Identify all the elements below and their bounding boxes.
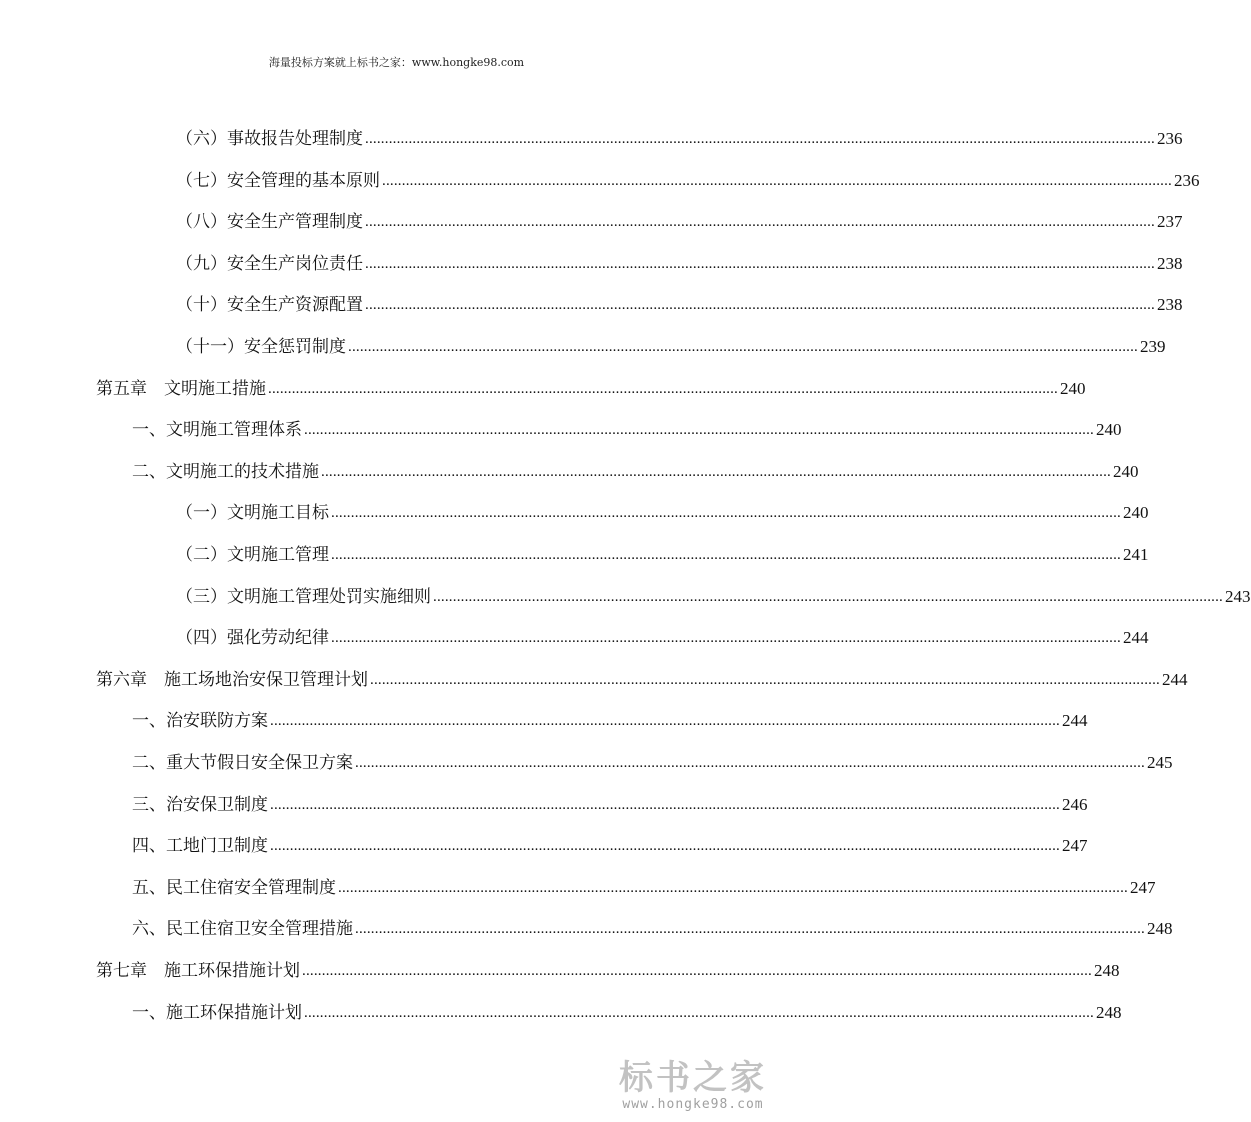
toc-entry xyxy=(0,701,1088,732)
toc-entry-title: 二、文明施工的技术措施 xyxy=(132,461,319,482)
toc-entry xyxy=(0,285,1183,316)
toc-entry-page: 239 xyxy=(1140,337,1166,356)
toc-entry-title: （十一）安全惩罚制度 xyxy=(176,337,346,357)
toc-entry-title: （十）安全生产资源配置 xyxy=(176,295,363,316)
toc-dot-leader: ........................................................................................................................................................................................................ xyxy=(382,172,1172,189)
toc-entry-title: （四）强化劳动纪律 xyxy=(176,628,329,649)
toc-dot-leader: ........................................................................................................................................................................................................ xyxy=(365,214,1155,231)
toc-dot-leader: ........................................................................................................................................................................................................ xyxy=(331,547,1121,563)
toc-entry-page: 246 xyxy=(1062,794,1088,814)
toc-entry-page: 244 xyxy=(1062,711,1088,731)
toc-entry xyxy=(0,909,1173,940)
toc-entry-title: （八）安全生产管理制度 xyxy=(176,212,363,233)
toc-dot-leader: ........................................................................................................................................................................................................ xyxy=(321,463,1111,480)
toc-dot-leader: ........................................................................................................................................................................................................ xyxy=(302,963,1092,979)
toc-entry xyxy=(0,868,1156,898)
toc-dot-leader: ........................................................................................................................................................................................................ xyxy=(304,1004,1094,1021)
toc-entry-title: 二、重大节假日安全保卫方案 xyxy=(132,753,353,773)
toc-entry-page: 241 xyxy=(1123,545,1149,564)
toc-entry-title: （九）安全生产岗位责任 xyxy=(176,253,363,274)
toc-entry-page: 248 xyxy=(1094,961,1120,980)
toc-entry-title: （二）文明施工管理 xyxy=(176,545,329,565)
toc-entry-page: 236 xyxy=(1174,170,1200,190)
toc-dot-leader: ........................................................................................................................................................................................................ xyxy=(304,422,1094,439)
toc-entry-title: 四、工地门卫制度 xyxy=(132,836,268,857)
toc-dot-leader: ........................................................................................................................................................................................................ xyxy=(355,921,1145,938)
toc-entry-title: 五、民工住宿安全管理制度 xyxy=(132,877,336,898)
toc-entry xyxy=(0,577,1251,607)
toc-entry-title: 三、治安保卫制度 xyxy=(132,794,268,815)
watermark-logo xyxy=(613,1059,773,1112)
toc-entry-page: 248 xyxy=(1147,919,1173,939)
toc-entry-page: 238 xyxy=(1157,295,1183,315)
toc-dot-leader: ........................................................................................................................................................................................................ xyxy=(365,297,1155,314)
toc-entry-page: 240 xyxy=(1060,378,1086,398)
toc-entry-title: （一）文明施工目标 xyxy=(176,503,329,524)
toc-entry-title: 一、文明施工管理体系 xyxy=(132,420,302,441)
toc-entry-page: 248 xyxy=(1096,1002,1122,1022)
toc-entry-page: 243 xyxy=(1225,586,1251,606)
toc-entry xyxy=(0,535,1149,565)
toc-dot-leader: ........................................................................................................................................................................................................ xyxy=(365,131,1155,147)
toc-entry-page: 245 xyxy=(1147,753,1173,772)
toc-entry-page: 240 xyxy=(1096,420,1122,440)
toc-entry-page: 236 xyxy=(1157,129,1183,148)
logo-url: www.hongke98.com xyxy=(622,1097,764,1112)
toc-dot-leader: ........................................................................................................................................................................................................ xyxy=(268,380,1058,397)
toc-dot-leader: ........................................................................................................................................................................................................ xyxy=(331,505,1121,522)
toc-entry-page: 247 xyxy=(1062,836,1088,856)
toc-dot-leader: ........................................................................................................................................................................................................ xyxy=(355,755,1145,771)
toc-dot-leader: ........................................................................................................................................................................................................ xyxy=(433,588,1223,605)
toc-entry xyxy=(0,369,1086,399)
toc-entry-title: （三）文明施工管理处罚实施细则 xyxy=(176,586,431,607)
page-header: 海量投标方案就上标书之家：www.hongke98.com xyxy=(268,56,525,69)
toc-entry xyxy=(0,951,1120,981)
toc-dot-leader: ........................................................................................................................................................................................................ xyxy=(270,796,1060,813)
toc-entry xyxy=(0,993,1122,1023)
toc-entry xyxy=(0,119,1183,149)
toc-dot-leader: ........................................................................................................................................................................................................ xyxy=(270,713,1060,730)
toc-entry-title: 第六章 施工场地治安保卫管理计划 xyxy=(96,669,368,690)
toc-entry-page: 244 xyxy=(1162,669,1188,689)
toc-entry xyxy=(0,452,1139,482)
toc-dot-leader: ........................................................................................................................................................................................................ xyxy=(338,879,1128,896)
toc-entry-title: 第七章 施工环保措施计划 xyxy=(96,961,300,981)
toc-entry-page: 240 xyxy=(1123,503,1149,523)
toc-entry-title: （六）事故报告处理制度 xyxy=(176,129,363,149)
toc-entry-page: 247 xyxy=(1130,877,1156,897)
toc-entry-title: 六、民工住宿卫安全管理措施 xyxy=(132,919,353,940)
logo-text: 标书之家 xyxy=(619,1058,767,1098)
toc-entry xyxy=(0,660,1188,690)
toc-entry xyxy=(0,410,1122,441)
toc-entry xyxy=(0,743,1173,773)
toc-dot-leader: ........................................................................................................................................................................................................ xyxy=(270,838,1060,855)
toc-entry xyxy=(0,161,1200,191)
toc-entry xyxy=(0,785,1088,815)
toc-entry xyxy=(0,327,1166,357)
toc-entry xyxy=(0,202,1183,233)
toc-entry-title: 第五章 文明施工措施 xyxy=(96,378,266,399)
toc-dot-leader: ........................................................................................................................................................................................................ xyxy=(370,671,1160,688)
toc-entry xyxy=(0,826,1088,857)
toc-entry-page: 238 xyxy=(1157,253,1183,273)
toc-dot-leader: ........................................................................................................................................................................................................ xyxy=(348,339,1138,355)
toc-dot-leader: ........................................................................................................................................................................................................ xyxy=(365,255,1155,272)
toc-entry-title: （七）安全管理的基本原则 xyxy=(176,170,380,191)
toc-entry xyxy=(0,618,1149,649)
toc-dot-leader: ........................................................................................................................................................................................................ xyxy=(331,630,1121,647)
toc-entry-page: 240 xyxy=(1113,461,1139,481)
toc-entry-page: 244 xyxy=(1123,628,1149,648)
toc-entry xyxy=(0,493,1149,524)
toc-entry-title: 一、治安联防方案 xyxy=(132,711,268,732)
toc-entry-title: 一、施工环保措施计划 xyxy=(132,1002,302,1023)
toc-entry xyxy=(0,244,1183,274)
toc-entry-page: 237 xyxy=(1157,212,1183,232)
